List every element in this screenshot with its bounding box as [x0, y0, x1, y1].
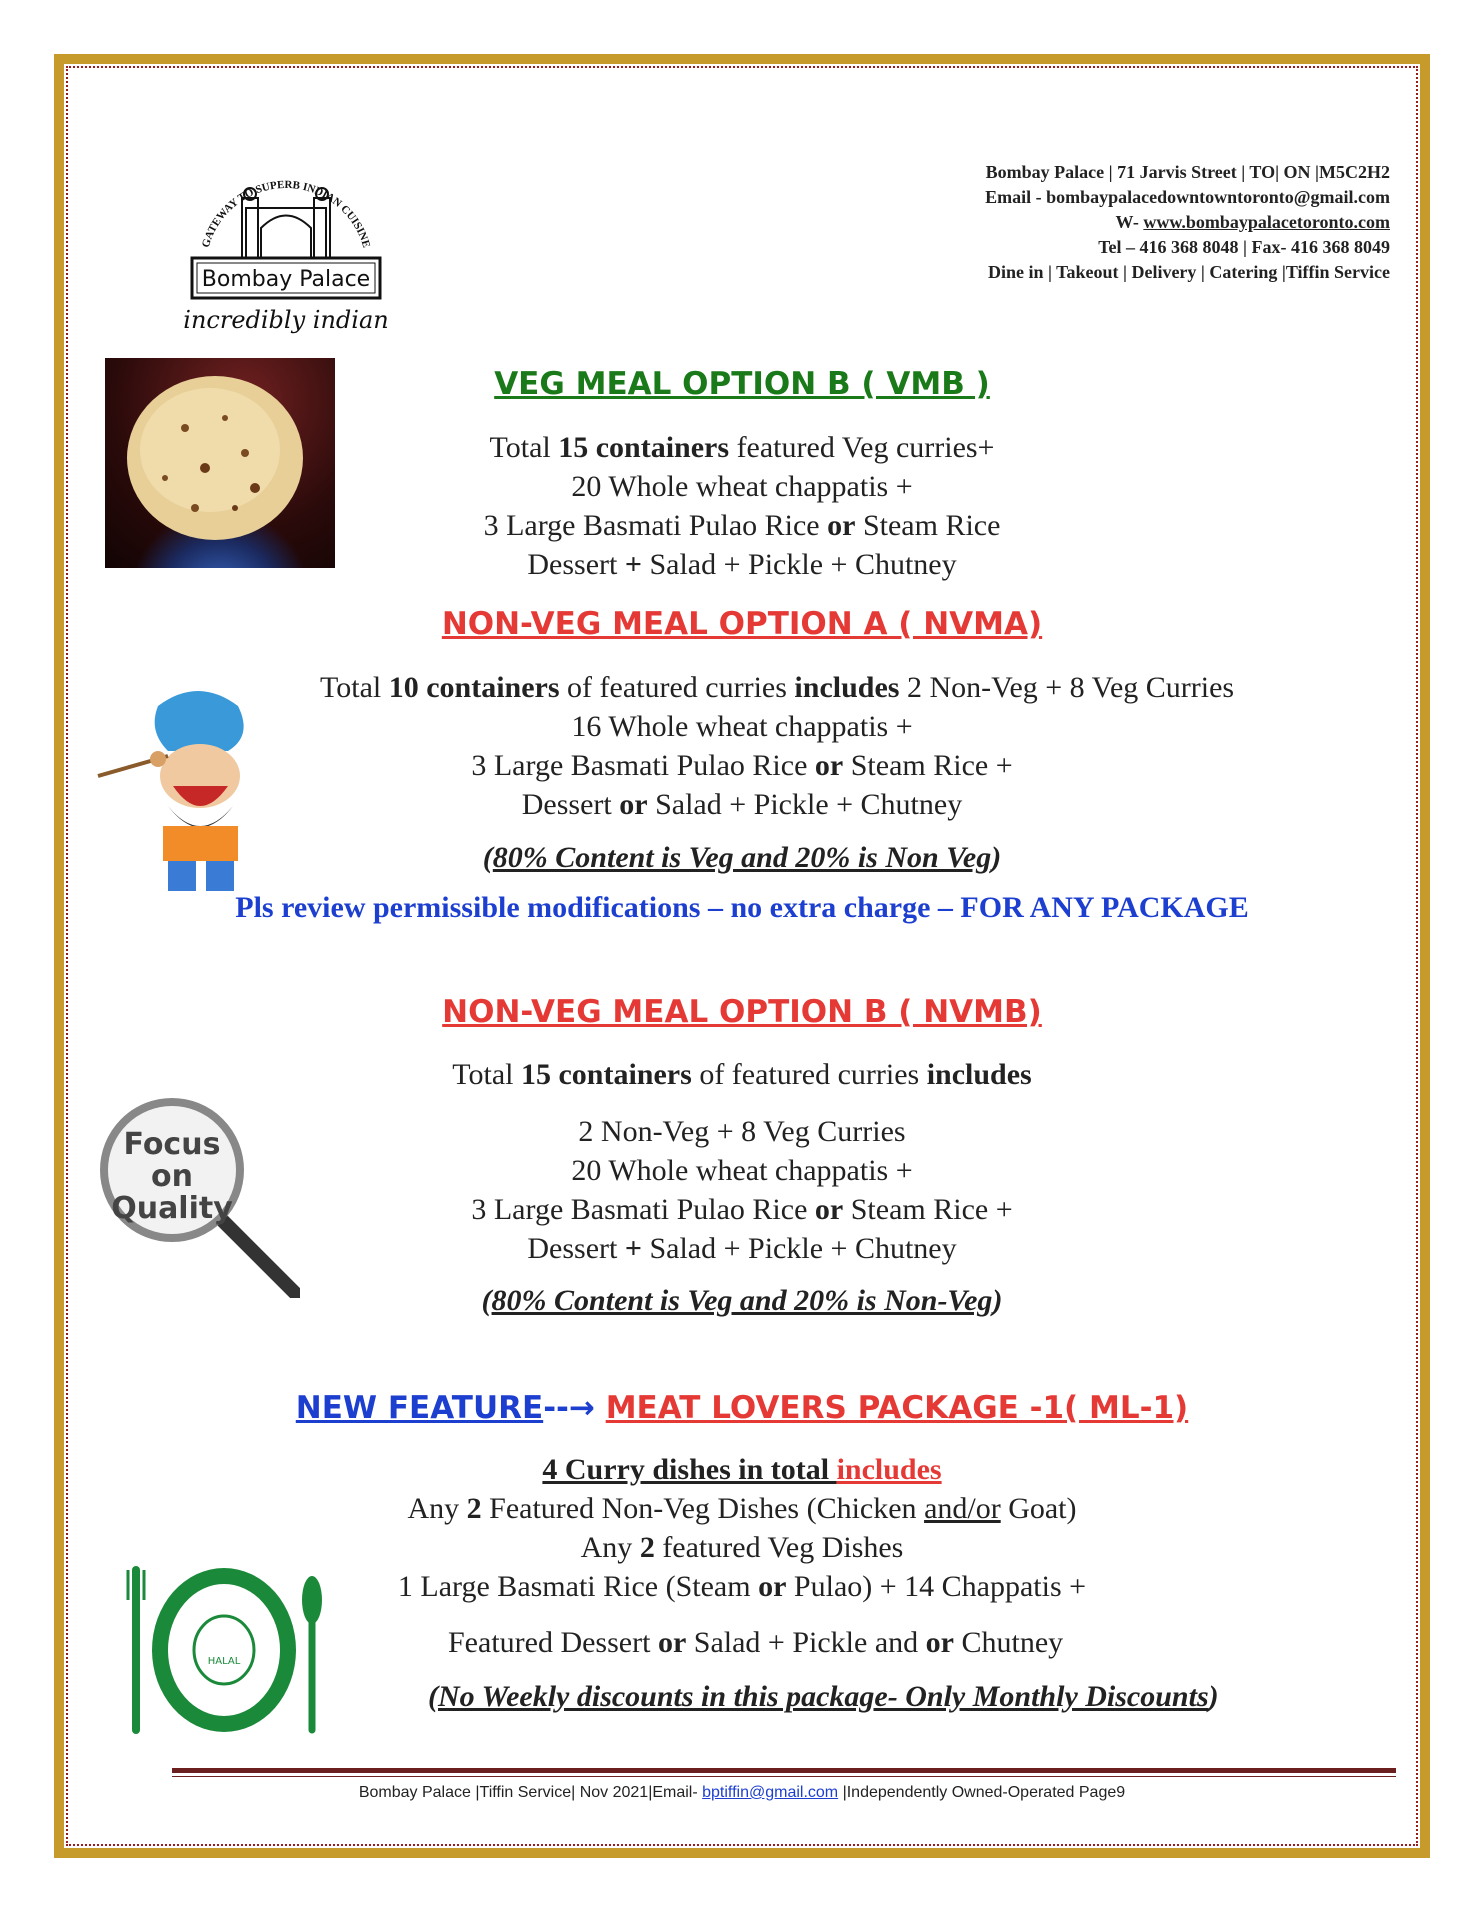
address-line: Bombay Palace | 71 Jarvis Street | TO| ON |M5C2H2	[985, 162, 1390, 182]
website-line: W- www.bombaypalacetoronto.com	[1115, 212, 1390, 232]
vmb-line-3: 3 Large Basmati Pulao Rice or Steam Rice	[483, 509, 1001, 542]
footer-rule-thick	[172, 1768, 1396, 1773]
new-feature-label: NEW FEATURE	[295, 1390, 544, 1426]
nvmb-line-4: 3 Large Basmati Pulao Rice or Steam Rice +	[471, 1193, 1013, 1226]
ml1-note: (No Weekly discounts in this package- Only Monthly Discounts)	[428, 1680, 1219, 1713]
nvmb-line-2: 2 Non-Veg + 8 Veg Curries	[578, 1115, 906, 1148]
nvma-note: (80% Content is Veg and 20% is Non Veg)	[482, 841, 1002, 874]
badge-line-3: Quality	[111, 1191, 233, 1226]
nvma-line-1: Total 10 containers of featured curries includes 2 Non-Veg + 8 Veg Curries	[320, 671, 1235, 704]
nvma-line-4: Dessert or Salad + Pickle + Chutney	[521, 788, 963, 821]
vmb-line-4: Dessert + Salad + Pickle + Chutney	[527, 548, 957, 581]
halal-plate-image	[124, 1560, 324, 1740]
logo-tagline: incredibly indian	[183, 306, 389, 334]
nvma-line-3: 3 Large Basmati Pulao Rice or Steam Rice +	[471, 749, 1013, 782]
footer-rule-thin	[172, 1776, 1396, 1777]
nvmb-title: NON-VEG MEAL OPTION B ( NVMB)	[442, 994, 1042, 1030]
vmb-title: VEG MEAL OPTION B ( VMB )	[494, 366, 990, 402]
page-footer: Bombay Palace |Tiffin Service| Nov 2021|Email- bptiffin@gmail.com |Independently Owned-Operated Page9	[358, 1784, 1126, 1801]
ml1-line-3: Any 2 featured Veg Dishes	[580, 1531, 904, 1564]
nvma-line-2: 16 Whole wheat chappatis +	[571, 710, 913, 743]
arrow-icon: --→	[543, 1390, 606, 1426]
ml1-line-5: Featured Dessert or Salad + Pickle and or Chutney	[448, 1626, 1064, 1659]
contact-block	[985, 160, 1390, 285]
badge-line-2: on	[151, 1159, 193, 1194]
chef-cartoon-image	[88, 676, 278, 896]
modifications-notice: Pls review permissible modifications – no extra charge – FOR ANY PACKAGE	[235, 891, 1249, 924]
focus-on-quality-badge	[100, 1098, 300, 1298]
nvma-title: NON-VEG MEAL OPTION A ( NVMA)	[441, 606, 1043, 642]
phone-line: Tel – 416 368 8048 | Fax- 416 368 8049	[1098, 237, 1390, 257]
footer-email-link[interactable]: bptiffin@gmail.com	[702, 1784, 839, 1801]
ml1-line-4: 1 Large Basmati Rice (Steam or Pulao) + 14 Chappatis +	[397, 1570, 1087, 1603]
nvmb-line-3: 20 Whole wheat chappatis +	[571, 1154, 913, 1187]
badge-line-1: Focus	[123, 1127, 221, 1162]
website-link[interactable]: www.bombaypalacetoronto.com	[1143, 212, 1390, 232]
logo-name: Bombay Palace	[201, 267, 371, 292]
nvmb-line-1: Total 15 containers of featured curries includes	[452, 1058, 1032, 1091]
nvmb-line-5: Dessert + Salad + Pickle + Chutney	[527, 1232, 957, 1265]
ml1-line-1: 4 Curry dishes in total includes	[542, 1453, 942, 1486]
ml1-line-2: Any 2 Featured Non-Veg Dishes (Chicken and/or Goat)	[407, 1492, 1077, 1525]
nvmb-note: (80% Content is Veg and 20% is Non-Veg)	[481, 1284, 1003, 1317]
ml1-package-title: MEAT LOVERS PACKAGE -1( ML-1)	[605, 1390, 1189, 1426]
ml1-title	[0, 1390, 1484, 1426]
logo-arc-text: GATEWAY TO SUPERB INDIAN CUISINE	[199, 178, 373, 250]
bombay-palace-logo	[166, 158, 406, 338]
halal-label: HALAL	[207, 1656, 241, 1667]
services-line: Dine in | Takeout | Delivery | Catering |Tiffin Service	[987, 262, 1390, 282]
vmb-line-1: Total 15 containers featured Veg curries+	[489, 431, 995, 464]
vmb-line-2: 20 Whole wheat chappatis +	[571, 470, 913, 503]
email-line: Email - bombaypalacedowntowntoronto@gmail.com	[985, 187, 1390, 207]
svg-text:GATEWAY TO SUPERB INDIAN CUISI	[200, 179, 372, 249]
